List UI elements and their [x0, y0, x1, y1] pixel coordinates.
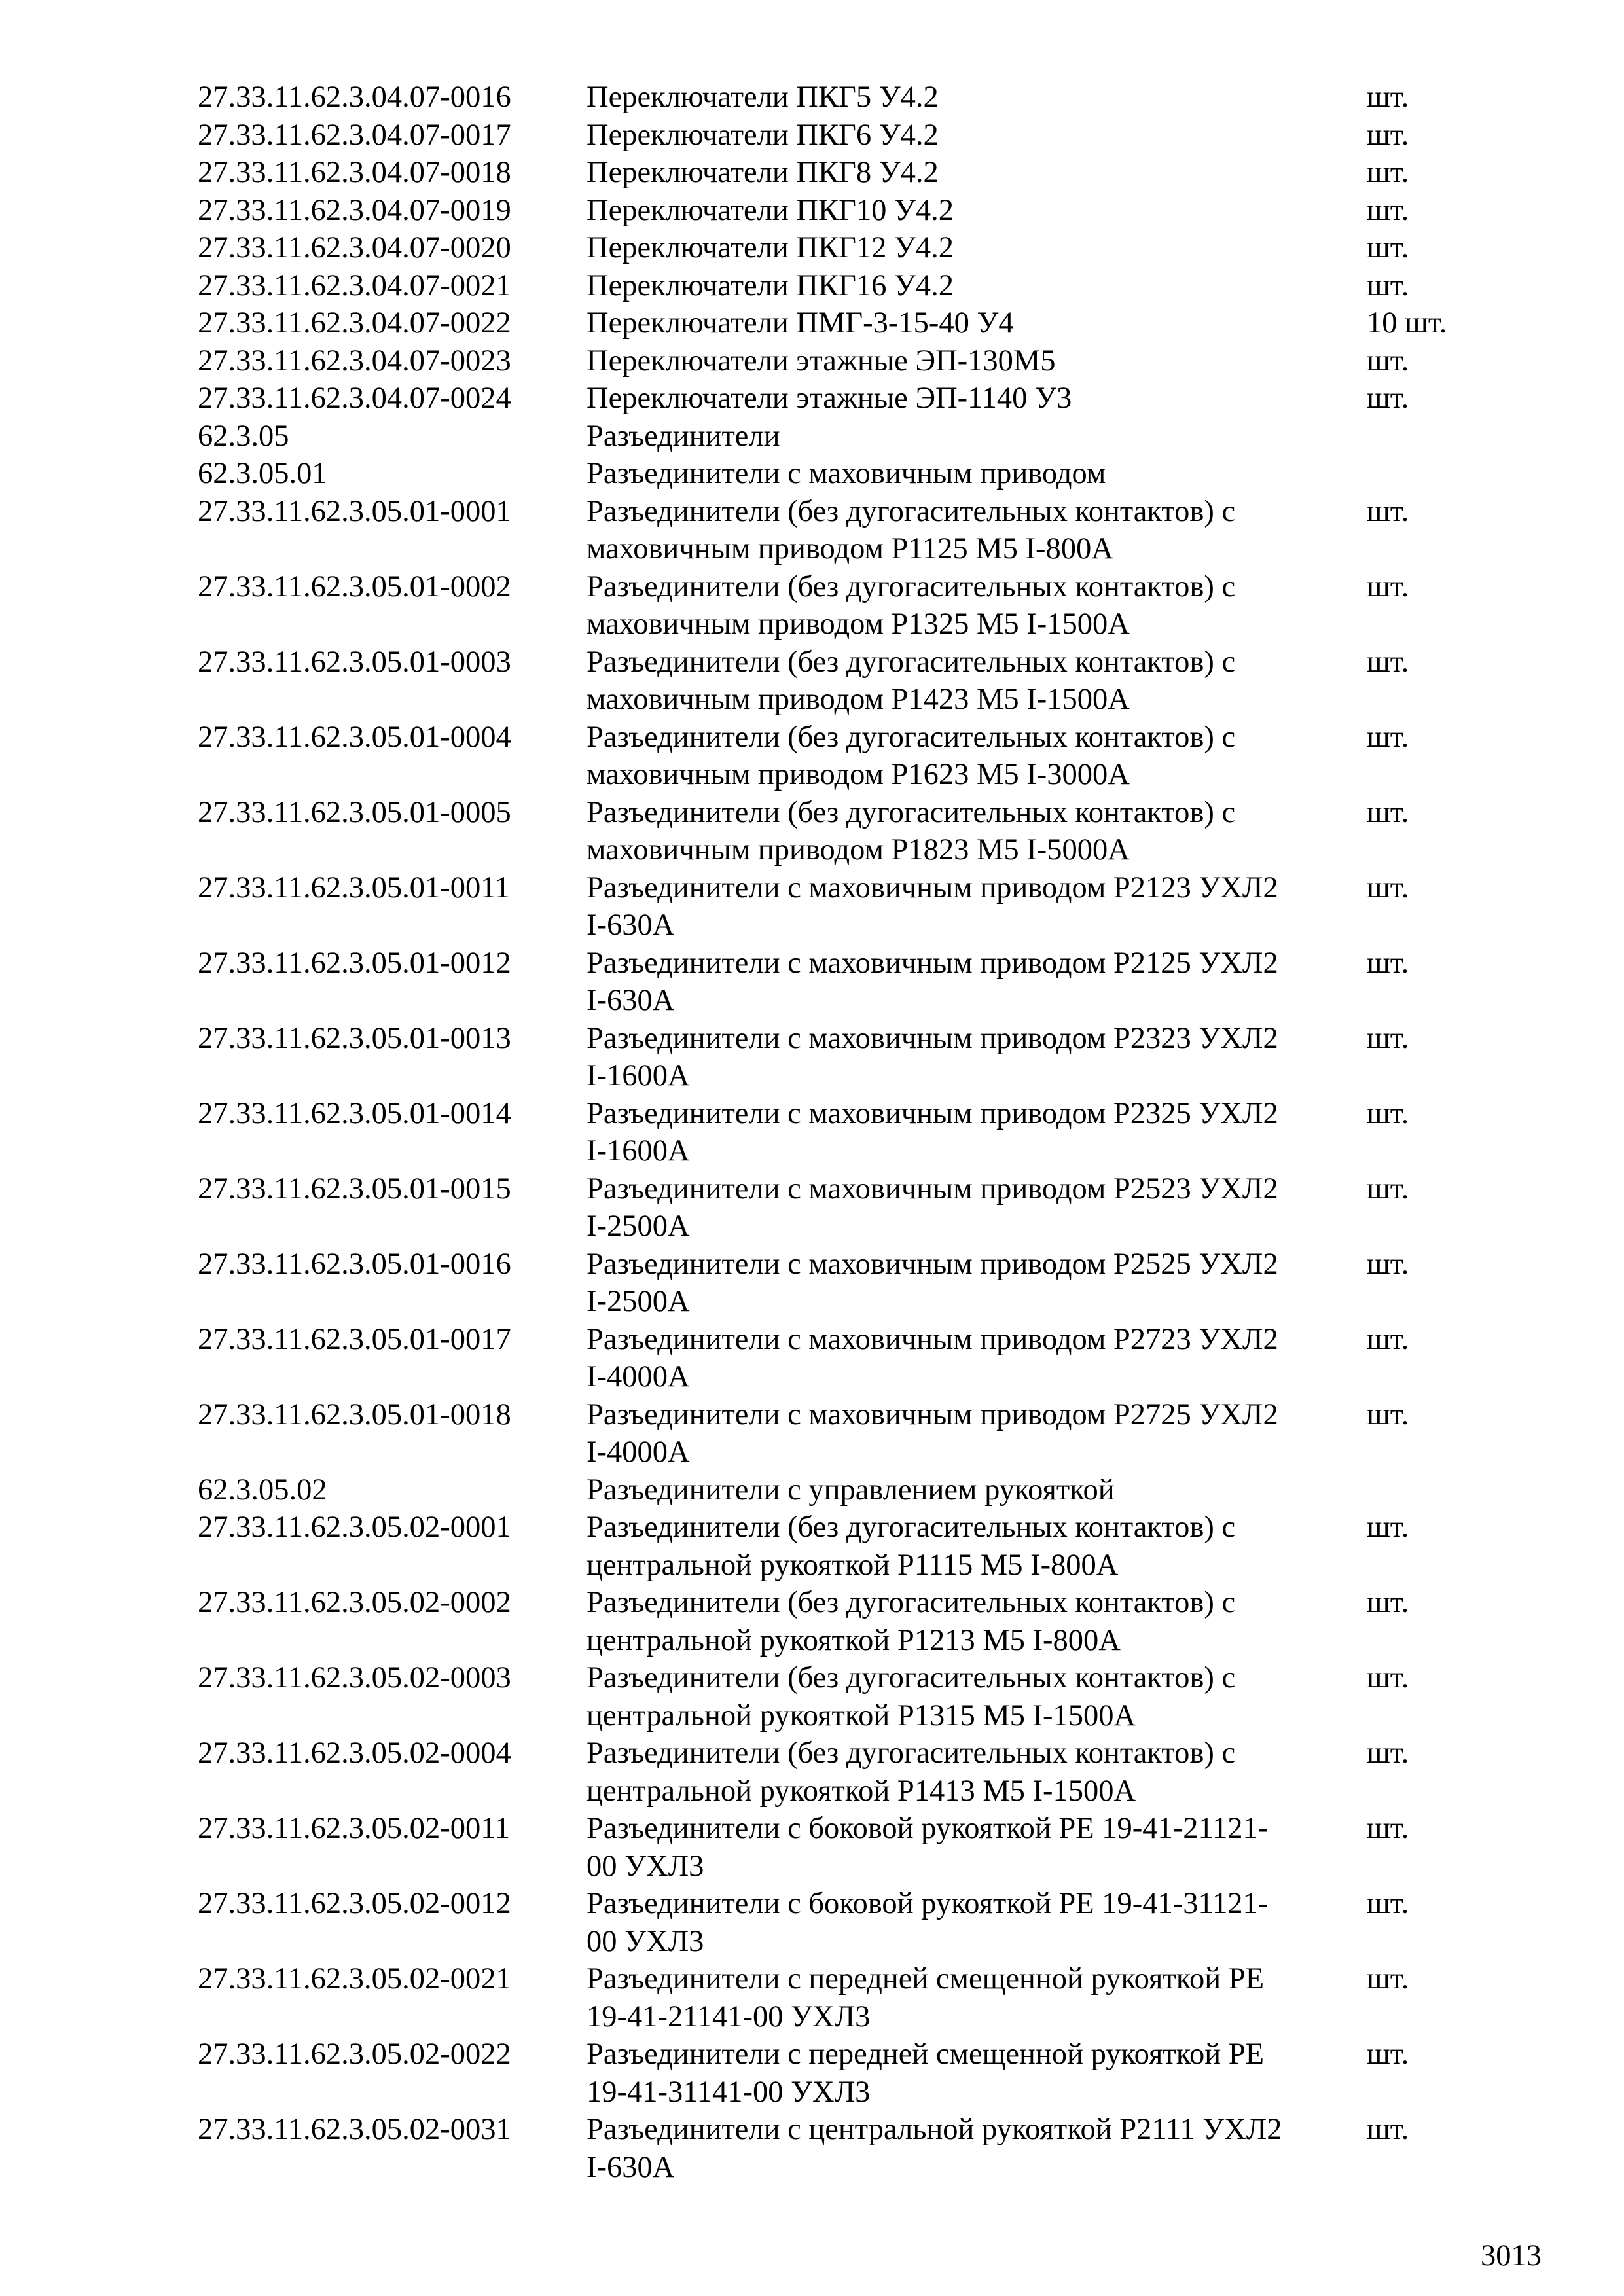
item-unit: шт. [1367, 268, 1409, 302]
item-name: Переключатели ПКГ6 У4.2 [586, 118, 939, 152]
table-row [198, 2111, 1494, 2186]
item-code: 27.33.11.62.3.05.01-0014 [198, 1096, 511, 1130]
item-unit: шт. [1367, 1736, 1409, 1770]
item-unit: шт. [1367, 1021, 1409, 1055]
item-name: Разъединители (без дугогасительных контактов) с центральной рукояткой Р1115 М5 I-800А [586, 1511, 1236, 1582]
item-code: 27.33.11.62.3.05.01-0013 [198, 1021, 511, 1055]
item-code: 27.33.11.62.3.04.07-0017 [198, 118, 511, 152]
table-row [198, 944, 1494, 1020]
table-row [198, 79, 1494, 117]
item-code: 27.33.11.62.3.05.02-0003 [198, 1661, 511, 1695]
item-unit: шт. [1367, 1322, 1409, 1356]
item-name: Разъединители (без дугогасительных контактов) с центральной рукояткой Р1213 М5 I-800А [586, 1586, 1236, 1657]
item-code: 27.33.11.62.3.05.02-0021 [198, 1962, 511, 1996]
item-name: Разъединители (без дугогасительных контактов) с маховичным приводом Р1823 М5 I-5000А [586, 795, 1236, 867]
table-row [198, 1020, 1494, 1095]
item-name: Переключатели этажные ЭП-1140 У3 [586, 382, 1072, 415]
item-code: 27.33.11.62.3.05.01-0017 [198, 1322, 511, 1356]
table-row [198, 418, 1494, 456]
item-unit: шт. [1367, 795, 1409, 829]
table-row [198, 869, 1494, 944]
table-row [198, 493, 1494, 568]
item-code: 27.33.11.62.3.04.07-0021 [198, 268, 511, 302]
item-code: 27.33.11.62.3.04.07-0016 [198, 81, 511, 114]
item-name: Переключатели ПКГ10 У4.2 [586, 193, 954, 227]
item-name: Разъединители с маховичным приводом [586, 457, 1106, 490]
item-unit: шт. [1367, 231, 1409, 264]
item-code: 27.33.11.62.3.04.07-0020 [198, 231, 511, 264]
table-row [198, 267, 1494, 305]
item-name: Разъединители с маховичным приводом Р2523 УХЛ2 I-2500А [586, 1172, 1278, 1243]
item-code: 62.3.05 [198, 419, 289, 453]
item-unit: шт. [1367, 1511, 1409, 1544]
item-name: Разъединители с боковой рукояткой РЕ 19-41-21121- 00 УХЛ3 [586, 1812, 1269, 1883]
item-name: Переключатели ПМГ-3-15-40 У4 [586, 306, 1014, 340]
item-name: Разъединители с маховичным приводом Р2323 УХЛ2 I-1600А [586, 1021, 1278, 1092]
item-unit: шт. [1367, 2113, 1409, 2146]
item-name: Разъединители с боковой рукояткой РЕ 19-41-31121- 00 УХЛ3 [586, 1887, 1269, 1958]
table-row [198, 380, 1494, 418]
item-unit: шт. [1367, 1247, 1409, 1281]
page-number: 3013 [1481, 2239, 1542, 2272]
item-unit: шт. [1367, 870, 1409, 905]
item-unit: шт. [1367, 1586, 1409, 1619]
item-unit: шт. [1367, 946, 1409, 980]
item-name: Разъединители (без дугогасительных контактов) с маховичным приводом Р1325 М5 I-1500А [586, 569, 1236, 641]
table-row [198, 229, 1494, 267]
item-unit: шт. [1367, 1812, 1409, 1845]
item-code: 27.33.11.62.3.05.01-0002 [198, 569, 511, 603]
table-row [198, 154, 1494, 192]
table-row [198, 1170, 1494, 1246]
item-name: Переключатели ПКГ5 У4.2 [586, 81, 939, 114]
item-code: 27.33.11.62.3.05.01-0004 [198, 720, 511, 754]
item-name: Разъединители [586, 419, 780, 453]
table-row [198, 1584, 1494, 1659]
item-code: 27.33.11.62.3.05.01-0011 [198, 870, 511, 905]
item-name: Разъединители (без дугогасительных контактов) с маховичным приводом Р1423 М5 I-1500А [586, 645, 1236, 716]
item-code: 27.33.11.62.3.05.01-0018 [198, 1397, 511, 1431]
item-code: 27.33.11.62.3.05.02-0011 [198, 1812, 511, 1845]
item-unit: шт. [1367, 2037, 1409, 2071]
item-code: 27.33.11.62.3.05.01-0012 [198, 946, 511, 980]
item-code: 27.33.11.62.3.05.02-0001 [198, 1511, 511, 1544]
item-name: Разъединители (без дугогасительных контактов) с маховичным приводом Р1125 М5 I-800А [586, 494, 1236, 565]
item-code: 27.33.11.62.3.04.07-0018 [198, 156, 511, 189]
item-unit: шт. [1367, 81, 1409, 114]
table-row [198, 794, 1494, 869]
item-name: Разъединители (без дугогасительных контактов) с центральной рукояткой Р1315 М5 I-1500А [586, 1661, 1236, 1732]
table-row [198, 342, 1494, 380]
table-row [198, 1321, 1494, 1396]
item-code: 27.33.11.62.3.05.01-0005 [198, 795, 511, 829]
item-code: 27.33.11.62.3.04.07-0024 [198, 382, 511, 415]
item-unit: шт. [1367, 193, 1409, 227]
table-row [198, 1810, 1494, 1885]
item-unit: шт. [1367, 720, 1409, 754]
item-unit: шт. [1367, 344, 1409, 378]
table-row [198, 1960, 1494, 2036]
item-code: 27.33.11.62.3.04.07-0019 [198, 193, 511, 227]
item-code: 27.33.11.62.3.05.02-0004 [198, 1736, 511, 1770]
table-row [198, 455, 1494, 493]
item-name: Разъединители (без дугогасительных контактов) с центральной рукояткой Р1413 М5 I-1500А [586, 1736, 1236, 1808]
table-row [198, 1734, 1494, 1810]
item-code: 27.33.11.62.3.05.01-0003 [198, 645, 511, 679]
item-unit: шт. [1367, 494, 1409, 528]
item-name: Разъединители с маховичным приводом Р2125 УХЛ2 I-630А [586, 946, 1278, 1017]
item-unit: шт. [1367, 118, 1409, 152]
table-row [198, 1396, 1494, 1471]
item-unit: шт. [1367, 1887, 1409, 1920]
item-code: 27.33.11.62.3.05.02-0012 [198, 1887, 511, 1920]
item-name: Переключатели ПКГ12 У4.2 [586, 231, 954, 264]
table-row [198, 2036, 1494, 2111]
item-code: 27.33.11.62.3.05.01-0001 [198, 494, 511, 528]
item-code: 27.33.11.62.3.05.01-0015 [198, 1172, 511, 1206]
item-name: Разъединители с маховичным приводом Р2725 УХЛ2 I-4000А [586, 1397, 1278, 1469]
catalog-table [198, 79, 1494, 2186]
item-code: 27.33.11.62.3.05.02-0022 [198, 2037, 511, 2071]
item-name: Разъединители с маховичным приводом Р2123 УХЛ2 I-630А [586, 870, 1278, 942]
table-row [198, 1509, 1494, 1584]
item-name: Разъединители с центральной рукояткой Р2111 УХЛ2 I-630А [586, 2113, 1282, 2184]
item-unit: шт. [1367, 569, 1409, 603]
item-unit: шт. [1367, 1096, 1409, 1130]
table-row [198, 192, 1494, 230]
table-row [198, 304, 1494, 342]
item-name: Разъединители с маховичным приводом Р2723 УХЛ2 I-4000А [586, 1322, 1278, 1393]
item-name: Разъединители с управлением рукояткой [586, 1473, 1115, 1507]
item-name: Разъединители с передней смещенной рукояткой РЕ 19-41-21141-00 УХЛ3 [586, 1962, 1265, 2034]
item-name: Переключатели ПКГ8 У4.2 [586, 156, 939, 189]
item-code: 27.33.11.62.3.04.07-0022 [198, 306, 511, 340]
item-code: 27.33.11.62.3.05.02-0031 [198, 2113, 511, 2146]
item-unit: шт. [1367, 1397, 1409, 1431]
item-name: Переключатели ПКГ16 У4.2 [586, 268, 954, 302]
item-code: 62.3.05.01 [198, 457, 327, 490]
item-code: 62.3.05.02 [198, 1473, 327, 1507]
table-row [198, 1659, 1494, 1734]
item-code: 27.33.11.62.3.05.01-0016 [198, 1247, 511, 1281]
item-name: Разъединители (без дугогасительных контактов) с маховичным приводом Р1623 М5 I-3000А [586, 720, 1236, 791]
table-row [198, 719, 1494, 794]
item-name: Переключатели этажные ЭП-130М5 [586, 344, 1056, 378]
item-code: 27.33.11.62.3.05.02-0002 [198, 1586, 511, 1619]
item-unit: шт. [1367, 645, 1409, 679]
item-name: Разъединители с маховичным приводом Р2325 УХЛ2 I-1600А [586, 1096, 1278, 1168]
item-unit: шт. [1367, 382, 1409, 415]
table-row [198, 568, 1494, 643]
table-row [198, 1095, 1494, 1170]
table-row [198, 1885, 1494, 1960]
table-row [198, 1471, 1494, 1509]
item-unit: 10 шт. [1367, 306, 1447, 340]
table-row [198, 643, 1494, 719]
table-row [198, 117, 1494, 154]
item-unit: шт. [1367, 1172, 1409, 1206]
item-name: Разъединители с передней смещенной рукояткой РЕ 19-41-31141-00 УХЛ3 [586, 2037, 1265, 2109]
item-code: 27.33.11.62.3.04.07-0023 [198, 344, 511, 378]
table-row [198, 1246, 1494, 1321]
item-unit: шт. [1367, 156, 1409, 189]
item-unit: шт. [1367, 1962, 1409, 1996]
item-unit: шт. [1367, 1661, 1409, 1695]
item-name: Разъединители с маховичным приводом Р2525 УХЛ2 I-2500А [586, 1247, 1278, 1318]
